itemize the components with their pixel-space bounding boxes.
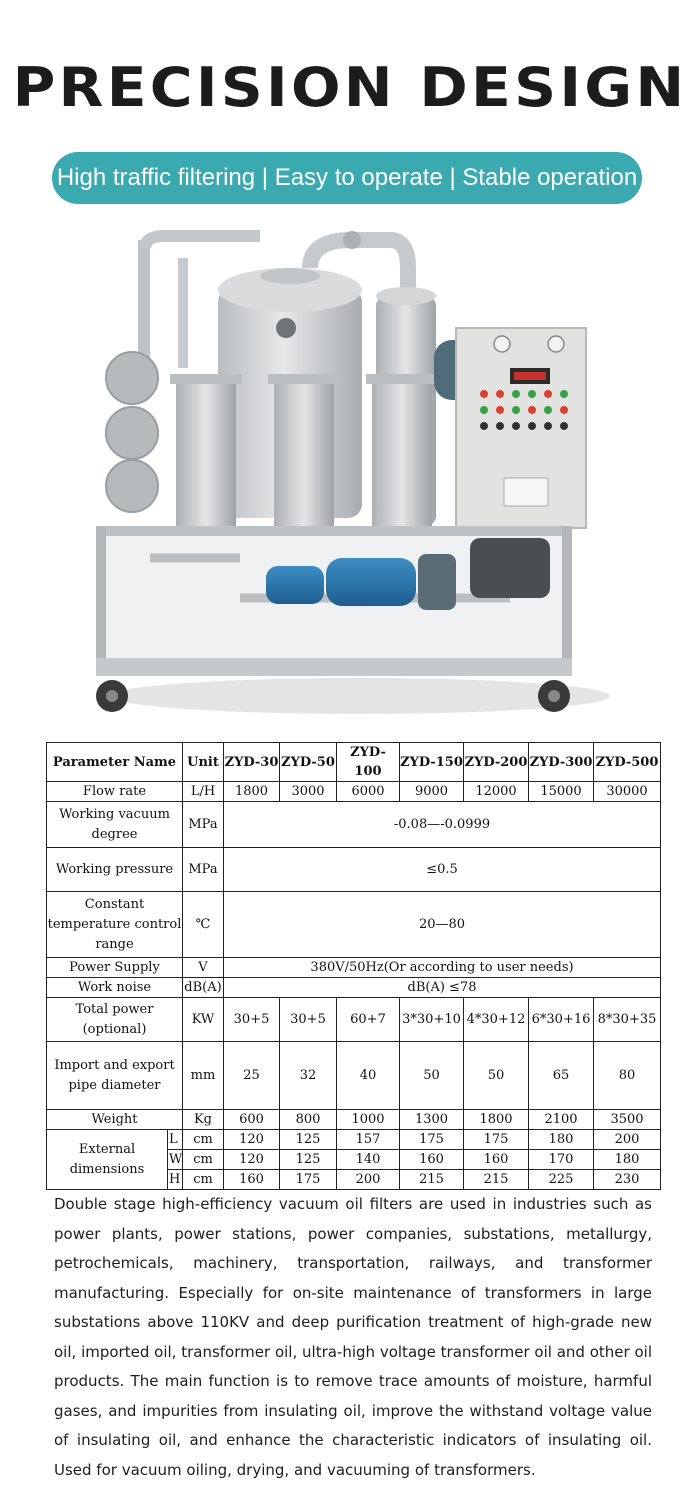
row-label: External dimensions (69, 1141, 145, 1177)
table-row (47, 782, 661, 802)
table-cell: 180 (594, 1150, 661, 1170)
table-cell: 6*30+16 (529, 998, 594, 1042)
row-unit: MPa (183, 802, 224, 848)
table-row (47, 848, 661, 892)
table-cell: 175 (464, 1130, 529, 1150)
row-label: Working pressure (47, 848, 183, 892)
row-unit: ℃ (183, 892, 224, 958)
table-cell: 3*30+10 (400, 998, 464, 1042)
table-cell: 160 (464, 1150, 529, 1170)
row-unit: dB(A) (183, 978, 224, 998)
table-cell: 6000 (337, 782, 400, 802)
dimension-axis: H (169, 1172, 181, 1187)
table-cell: 230 (594, 1170, 661, 1190)
table-header-row (47, 743, 661, 782)
row-unit: V (183, 958, 224, 978)
header-cell: Parameter Name (47, 743, 183, 782)
table-cell: 1300 (400, 1110, 464, 1130)
table-cell: 32 (280, 1042, 337, 1110)
header-cell: Unit (183, 743, 224, 782)
header-cell: ZYD-100 (337, 743, 400, 782)
table-cell: 215 (400, 1170, 464, 1190)
table-cell: 2100 (529, 1110, 594, 1130)
table-cell: dB(A) ≤78 (224, 978, 661, 998)
row-unit: mm (183, 1042, 224, 1110)
product-description: Double stage high-efficiency vacuum oil filters are used in industries such as power plants, power stations, power companies, substations, metallurgy, petrochemicals, machinery, transportation, railways, and transformer manufacturing. Especially for on-site maintenance of transformers in large substations above 110KV and deep purification treatment of high-grade new oil, imported oil, transformer oil, ultra-high voltage transformer oil and other oil products. The main function is to remove trace amounts of moisture, harmful gases, and impurities from insulating oil, improve the withstand voltage value of insulating oil, and enhance the characteristic indicators of insulating oil. Used for vacuum oiling, drying, and vacuuming of transformers. (54, 1195, 652, 1479)
table-cell: 50 (400, 1042, 464, 1110)
table-cell: 8*30+35 (594, 998, 661, 1042)
table-cell: 50 (464, 1042, 529, 1110)
row-label: Constant temperature control range (47, 892, 183, 958)
header-cell: ZYD-150 (400, 743, 464, 782)
tagline-banner: High traffic filtering | Easy to operate | Stable operation (52, 152, 642, 204)
table-cell: 1800 (464, 1110, 529, 1130)
header-cell: ZYD-50 (280, 743, 337, 782)
table-cell: 80 (594, 1042, 661, 1110)
row-label: Work noise (47, 978, 183, 998)
table-cell: 800 (280, 1110, 337, 1130)
table-cell: 160 (400, 1150, 464, 1170)
table-cell: 125 (280, 1130, 337, 1150)
table-cell: 175 (280, 1170, 337, 1190)
row-label: Import and export pipe diameter (47, 1042, 183, 1110)
row-label: Total power (optional) (47, 998, 183, 1042)
header-cell: ZYD-500 (594, 743, 661, 782)
table-cell: 9000 (400, 782, 464, 802)
table-row (47, 1042, 661, 1110)
table-cell: 3000 (280, 782, 337, 802)
table-cell: 60+7 (337, 998, 400, 1042)
table-cell: -0.08—-0.0999 (224, 802, 661, 848)
row-unit: cm (183, 1150, 224, 1170)
table-cell: 3500 (594, 1110, 661, 1130)
table-cell: 157 (337, 1130, 400, 1150)
row-label: Working vacuum degree (47, 802, 183, 848)
table-cell: 1800 (224, 782, 280, 802)
table-cell: 175 (400, 1130, 464, 1150)
table-cell: 380V/50Hz(Or according to user needs) (224, 958, 661, 978)
table-row (47, 802, 661, 848)
row-label: Weight (47, 1110, 183, 1130)
table-cell: 25 (224, 1042, 280, 1110)
table-cell: ≤0.5 (224, 848, 661, 892)
row-unit: Kg (183, 1110, 224, 1130)
table-cell: 170 (529, 1150, 594, 1170)
table-cell: 180 (529, 1130, 594, 1150)
table-row (47, 958, 661, 978)
table-row (47, 1110, 661, 1130)
table-cell: 30000 (594, 782, 661, 802)
table-cell: 120 (224, 1130, 280, 1150)
dimension-axis: L (168, 1130, 182, 1150)
table-row (47, 998, 661, 1042)
table-row (47, 978, 661, 998)
row-unit: L/H (183, 782, 224, 802)
table-cell: 125 (280, 1150, 337, 1170)
table-cell: 20—80 (224, 892, 661, 958)
table-cell: 12000 (464, 782, 529, 802)
table-cell: 200 (594, 1130, 661, 1150)
row-unit: KW (183, 998, 224, 1042)
header-cell: ZYD-200 (464, 743, 529, 782)
table-cell: 225 (529, 1170, 594, 1190)
header-cell: ZYD-30 (224, 743, 280, 782)
table-cell: 600 (224, 1110, 280, 1130)
table-row (47, 1130, 661, 1150)
specification-table (46, 742, 661, 1190)
row-unit: cm (183, 1130, 224, 1150)
table-row (47, 892, 661, 958)
table-cell: 200 (337, 1170, 400, 1190)
dimension-axis: W (168, 1150, 182, 1170)
table-cell: 215 (464, 1170, 529, 1190)
row-unit: cm (183, 1170, 224, 1190)
table-cell: 15000 (529, 782, 594, 802)
row-label: Flow rate (47, 782, 183, 802)
row-label: Power Supply (47, 958, 183, 978)
oil-filter-machine-image (90, 228, 610, 728)
table-cell: 4*30+12 (464, 998, 529, 1042)
table-cell: 140 (337, 1150, 400, 1170)
table-cell: 65 (529, 1042, 594, 1110)
page-title: PRECISION DESIGN (12, 56, 688, 119)
header-cell: ZYD-300 (529, 743, 594, 782)
table-cell: 30+5 (224, 998, 280, 1042)
table-cell: 120 (224, 1150, 280, 1170)
table-cell: 30+5 (280, 998, 337, 1042)
table-cell: 1000 (337, 1110, 400, 1130)
row-unit: MPa (183, 848, 224, 892)
table-cell: 160 (224, 1170, 280, 1190)
table-cell: 40 (337, 1042, 400, 1110)
